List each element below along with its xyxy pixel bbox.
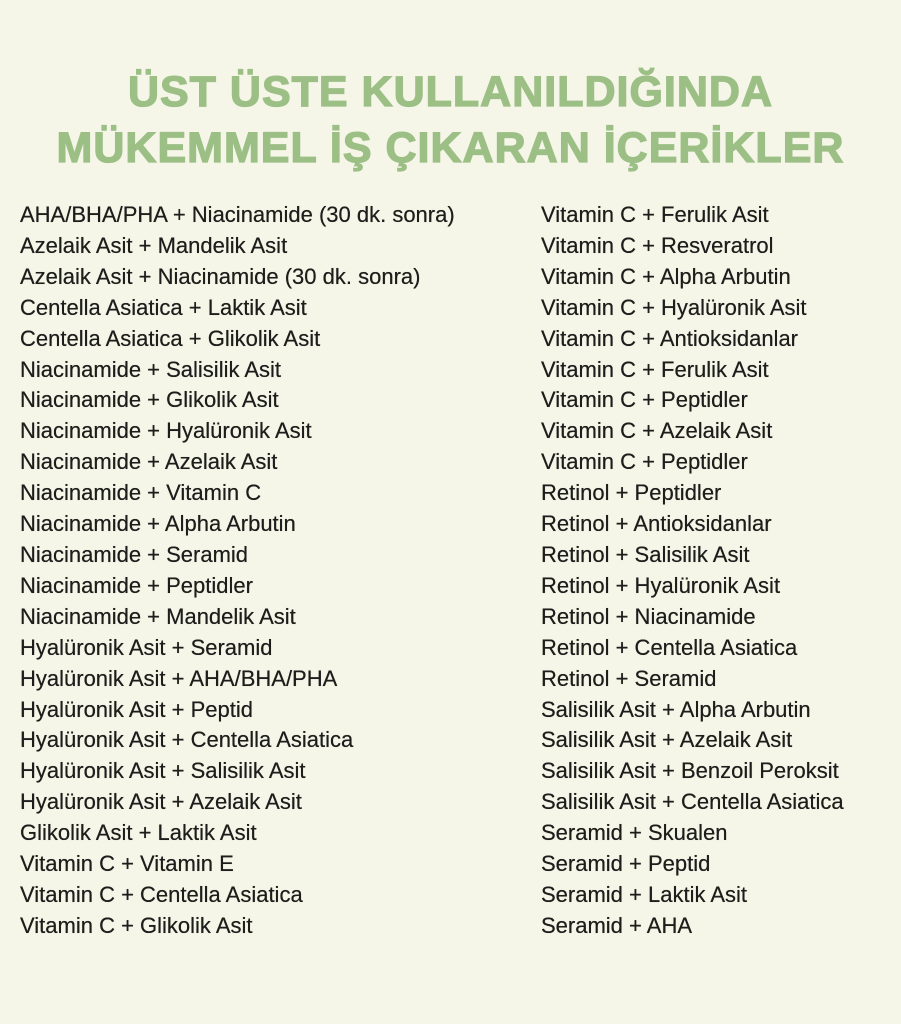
ingredient-combo-item: Seramid + Laktik Asit: [541, 881, 748, 907]
ingredient-combo-item: Seramid + Skualen: [541, 820, 728, 846]
ingredient-combo-item: Retinol + Antioksidanlar: [541, 511, 772, 537]
ingredient-combo-item: AHA/BHA/PHA + Niacinamide (30 dk. sonra): [20, 202, 455, 227]
ingredient-combo-item: Salisilik Asit + Alpha Arbutin: [541, 696, 811, 722]
ingredient-combo-item: Vitamin C + Alpha Arbutin: [541, 263, 791, 289]
ingredient-combo-item: Hyalüronik Asit + AHA/BHA/PHA: [20, 665, 338, 691]
ingredient-combo-item: Vitamin C + Azelaik Asit: [541, 418, 773, 444]
ingredient-combo-item: Vitamin C + Antioksidanlar: [541, 325, 799, 351]
ingredient-combo-item: Niacinamide + Glikolik Asit: [20, 387, 279, 413]
ingredient-combination-columns: [0, 176, 901, 942]
ingredients-column-right: [541, 200, 901, 942]
ingredient-combo-item: Vitamin C + Ferulik Asit: [541, 356, 769, 382]
ingredient-combo-item: Vitamin C + Peptidler: [541, 449, 748, 475]
ingredient-combo-item: Vitamin C + Resveratrol: [541, 232, 774, 258]
ingredient-combo-item: Retinol + Seramid: [541, 665, 717, 691]
ingredient-combo-item: Salisilik Asit + Centella Asiatica: [541, 789, 844, 815]
ingredient-combo-item: Seramid + AHA: [541, 912, 693, 938]
ingredient-combo-item: Hyalüronik Asit + Peptid: [20, 696, 253, 722]
ingredient-combo-item: Salisilik Asit + Benzoil Peroksit: [541, 758, 839, 784]
ingredient-combo-item: Niacinamide + Peptidler: [20, 572, 253, 598]
ingredient-combo-item: Vitamin C + Peptidler: [541, 387, 748, 413]
ingredient-combo-item: Retinol + Salisilik Asit: [541, 541, 750, 567]
ingredient-combo-item: Seramid + Peptid: [541, 851, 711, 877]
ingredient-combo-item: Vitamin C + Vitamin E: [20, 851, 234, 877]
ingredient-combo-item: Hyalüronik Asit + Seramid: [20, 634, 273, 660]
ingredient-combo-item: Vitamin C + Glikolik Asit: [20, 912, 253, 938]
title-line-1: ÜST ÜSTE KULLANILDIĞINDA: [127, 68, 774, 116]
ingredients-column-left: [20, 200, 541, 942]
ingredient-combo-item: Centella Asiatica + Laktik Asit: [20, 294, 307, 320]
ingredient-combo-item: Salisilik Asit + Azelaik Asit: [541, 727, 793, 753]
ingredient-combo-item: Vitamin C + Centella Asiatica: [20, 881, 303, 907]
ingredient-combo-item: Vitamin C + Ferulik Asit: [541, 202, 769, 227]
ingredient-combo-item: Retinol + Centella Asiatica: [541, 634, 798, 660]
ingredient-combo-item: Niacinamide + Seramid: [20, 541, 249, 567]
ingredient-combo-item: Retinol + Hyalüronik Asit: [541, 572, 781, 598]
ingredient-combo-item: Hyalüronik Asit + Centella Asiatica: [20, 727, 354, 753]
ingredient-combo-item: Niacinamide + Hyalüronik Asit: [20, 418, 312, 444]
ingredient-combo-item: Niacinamide + Alpha Arbutin: [20, 511, 296, 537]
ingredient-combo-item: Azelaik Asit + Niacinamide (30 dk. sonra): [20, 263, 421, 289]
title-line-2: MÜKEMMEL İŞ ÇIKARAN İÇERİKLER: [56, 124, 845, 172]
ingredient-combo-item: Glikolik Asit + Laktik Asit: [20, 820, 257, 846]
ingredient-combo-item: Centella Asiatica + Glikolik Asit: [20, 325, 321, 351]
ingredient-combo-item: Niacinamide + Salisilik Asit: [20, 356, 282, 382]
ingredient-combo-item: Retinol + Niacinamide: [541, 603, 756, 629]
ingredient-combo-item: Niacinamide + Vitamin C: [20, 480, 262, 506]
page-title: [0, 64, 901, 176]
ingredient-combo-item: Retinol + Peptidler: [541, 480, 722, 506]
ingredient-combo-item: Niacinamide + Azelaik Asit: [20, 449, 278, 475]
ingredient-combo-item: Hyalüronik Asit + Salisilik Asit: [20, 758, 306, 784]
ingredient-combo-item: Azelaik Asit + Mandelik Asit: [20, 232, 288, 258]
ingredient-combo-item: Vitamin C + Hyalüronik Asit: [541, 294, 807, 320]
ingredient-combo-item: Niacinamide + Mandelik Asit: [20, 603, 296, 629]
ingredient-combo-item: Hyalüronik Asit + Azelaik Asit: [20, 789, 302, 815]
